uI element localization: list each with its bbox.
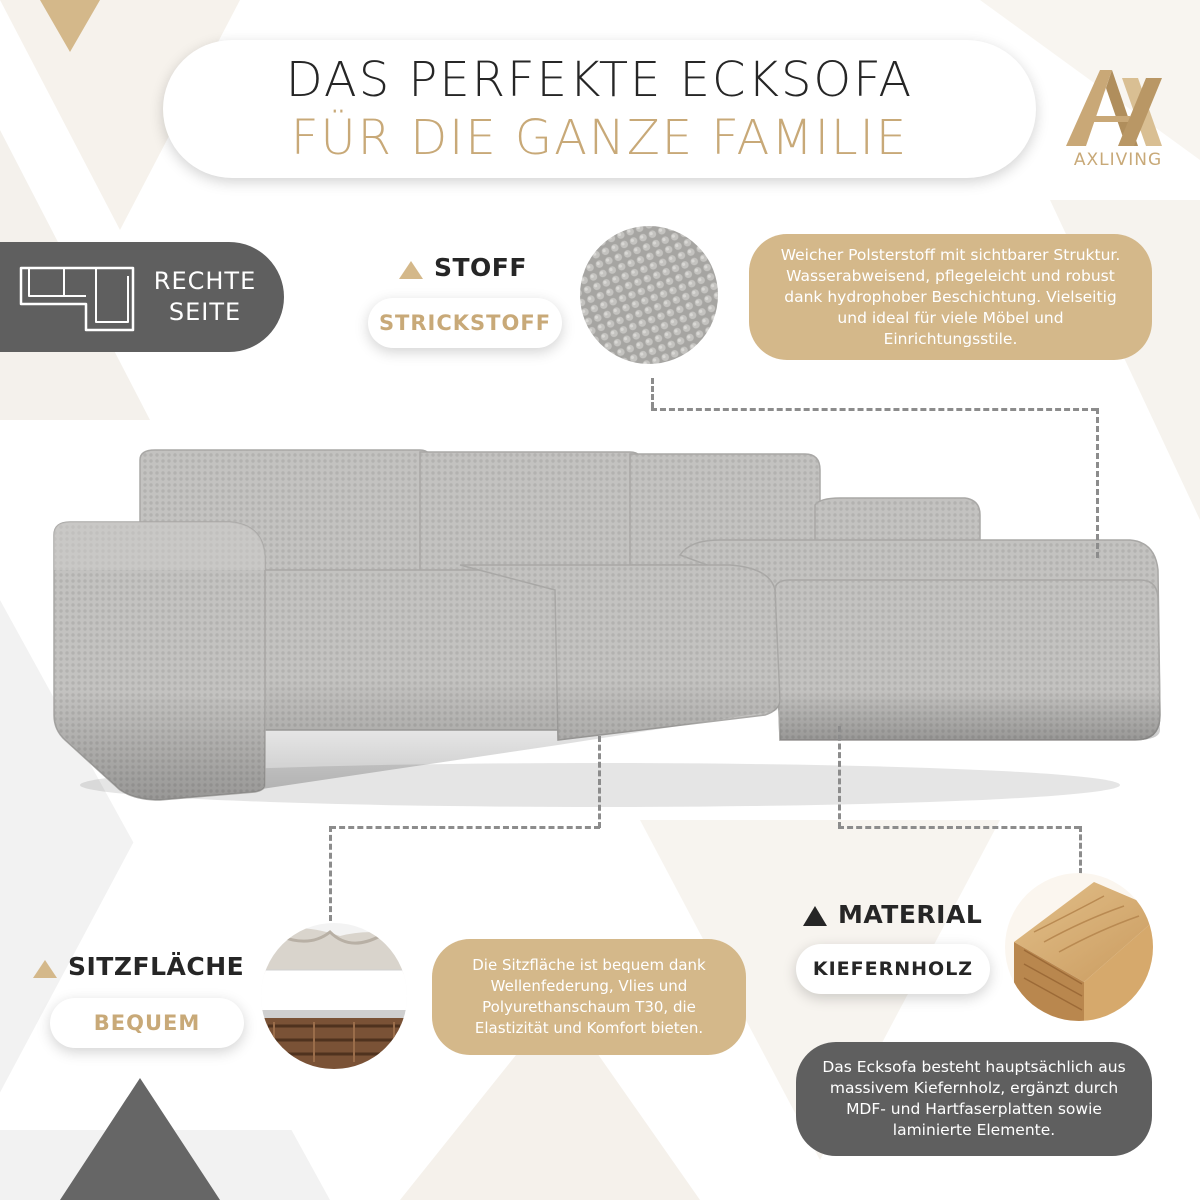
stoff-tag: STRICKSTOFF <box>368 298 562 348</box>
sitzflaeche-tag: BEQUEM <box>50 998 244 1048</box>
connector-material <box>838 726 841 828</box>
orientation-label-line-1: RECHTE <box>153 267 257 295</box>
sitzflaeche-heading: SITZFLÄCHE <box>68 952 245 981</box>
material-triangle-icon <box>802 905 828 927</box>
connector-material <box>838 826 1080 829</box>
stoff-description: Weicher Polsterstoff mit sichtbarer Struktur. Wasserabweisend, pflegeleicht und robust dank hydrophober Beschichtung. Vielseitig und ideal für viele Möbel und Einrichtungsstile. <box>749 234 1152 360</box>
connector-material <box>1079 826 1082 874</box>
title-line-1: DAS PERFEKTE ECKSOFA <box>285 52 914 108</box>
connector-stoff <box>1096 408 1099 558</box>
stoff-triangle-icon <box>398 260 424 280</box>
connector-sitzflaeche <box>329 826 332 921</box>
sitzflaeche-description: Die Sitzfläche ist bequem dank Wellenfederung, Vlies und Polyurethanschaum T30, die Elastizität und Komfort bieten. <box>432 939 746 1055</box>
connector-sitzflaeche <box>598 736 601 828</box>
orientation-badge <box>0 242 284 352</box>
material-description: Das Ecksofa besteht hauptsächlich aus massivem Kiefernholz, ergänzt durch MDF- und Hartfaserplatten sowie laminierte Elemente. <box>796 1042 1152 1156</box>
material-tag: KIEFERNHOLZ <box>796 944 990 994</box>
connector-stoff <box>651 378 654 408</box>
connector-sitzflaeche <box>330 826 600 829</box>
corner-sofa-image <box>40 440 1170 820</box>
pine-wood-image <box>1004 872 1154 1022</box>
orientation-label-line-2: SEITE <box>168 298 242 326</box>
material-heading: MATERIAL <box>838 900 983 929</box>
seat-layers-image <box>260 922 408 1070</box>
ax-monogram-logo-icon <box>1062 68 1166 148</box>
sitzflaeche-triangle-icon <box>32 959 58 979</box>
brand-name: AXLIVING <box>1073 150 1163 170</box>
orientation-label <box>140 266 270 328</box>
fabric-swatch-image <box>578 224 720 366</box>
corner-sofa-outline-icon <box>18 264 138 334</box>
connector-stoff <box>651 408 1097 411</box>
stoff-heading: STOFF <box>434 253 527 282</box>
title-banner <box>163 40 1036 178</box>
title-line-2: FÜR DIE GANZE FAMILIE <box>290 110 909 166</box>
